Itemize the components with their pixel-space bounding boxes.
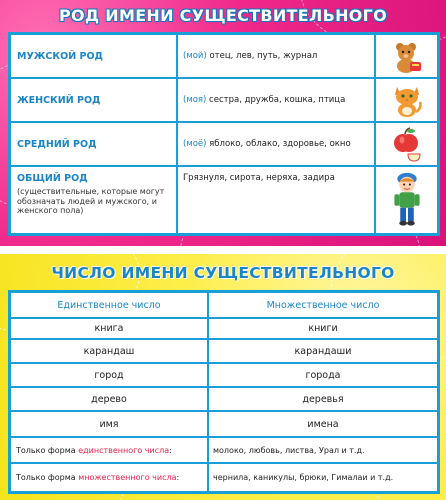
plural-only-row — [11, 464, 437, 491]
plural-cell: имена — [307, 418, 339, 430]
singular-only-examples: молоко, любовь, листва, Урал и т.д. — [213, 445, 365, 455]
gender-row-neuter — [11, 123, 437, 167]
table-row — [11, 388, 437, 412]
gender-examples: (мой) отец, лев, путь, журнал — [183, 51, 318, 61]
table-row — [11, 319, 437, 340]
singular-cell: город — [11, 364, 209, 386]
pronoun: (мой) — [183, 51, 207, 61]
singular-cell: карандаш — [11, 340, 209, 362]
gender-row-common — [11, 167, 437, 233]
plural-cell: города — [305, 369, 341, 381]
cat-icon — [390, 82, 424, 118]
gender-examples: Грязнуля, сирота, неряха, задира — [183, 173, 335, 183]
plural-only-label: Только форма множественного числа : — [11, 464, 209, 491]
number-header-row — [11, 293, 437, 319]
plural-cell: карандаши — [294, 345, 352, 357]
singular-only-label: Только форма единственного числа : — [11, 438, 209, 462]
bear-with-toy-icon — [390, 38, 424, 74]
singular-only-row — [11, 438, 437, 464]
singular-cell: дерево — [11, 388, 209, 410]
gender-note: (существительные, которые могут обозначать людей и мужского, и женского пола) — [17, 187, 165, 216]
number-title: ЧИСЛО ИМЕНИ СУЩЕСТВИТЕЛЬНОГО — [51, 264, 395, 282]
header-plural: Множественное число — [266, 299, 380, 311]
header-singular: Единственное число — [11, 293, 209, 317]
gender-label: ОБЩИЙ РОД — [17, 173, 88, 184]
pronoun: (моя) — [183, 95, 207, 105]
plural-cell: деревья — [302, 393, 344, 405]
number-table — [8, 290, 440, 494]
gender-row-feminine — [11, 79, 437, 123]
gender-label: ЖЕНСКИЙ РОД — [17, 94, 101, 106]
plural-cell: книги — [308, 323, 338, 334]
table-row — [11, 364, 437, 388]
singular-cell: имя — [11, 412, 209, 436]
gender-title: РОД ИМЕНИ СУЩЕСТВИТЕЛЬНОГО — [58, 6, 388, 25]
gender-label: МУЖСКОЙ РОД — [17, 50, 103, 62]
gender-row-masculine — [11, 35, 437, 79]
gender-table — [8, 32, 440, 236]
table-row — [11, 412, 437, 438]
singular-cell: книга — [11, 319, 209, 338]
gender-panel — [0, 0, 446, 246]
gender-examples: (моя) сестра, дружба, кошка, птица — [183, 95, 346, 105]
pronoun: (моё) — [183, 139, 207, 149]
apple-icon — [390, 126, 424, 162]
table-row — [11, 340, 437, 364]
plural-only-examples: чернила, каникулы, брюки, Гималаи и т.д. — [213, 473, 394, 482]
gender-label: СРЕДНИЙ РОД — [17, 138, 97, 150]
boy-icon — [390, 171, 424, 229]
number-panel — [0, 254, 446, 500]
gender-examples: (моё) яблоко, облако, здоровье, окно — [183, 139, 351, 149]
